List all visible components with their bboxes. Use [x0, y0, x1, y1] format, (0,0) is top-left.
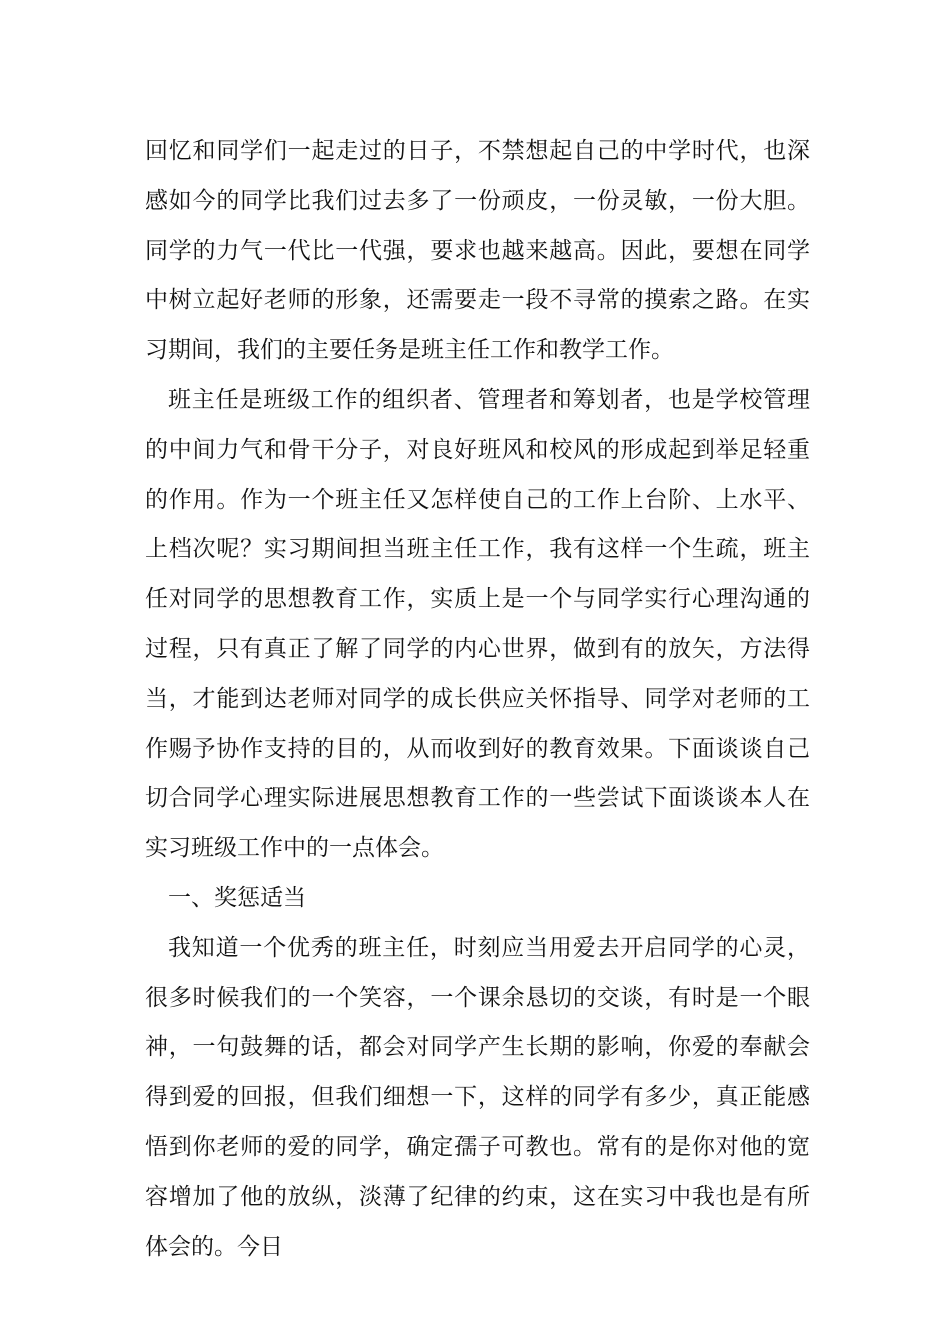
document-body	[145, 127, 810, 1272]
paragraph-reflection: 回忆和同学们一起走过的日子，不禁想起自己的中学时代，也深感如今的同学比我们过去多了一份顽皮，一份灵敏，一份大胆。同学的力气一代比一代强，要求也越来越高。因此，要想在同学中树立起好老师的形象，还需要走一段不寻常的摸索之路。在实习期间，我们的主要任务是班主任工作和教学工作。	[145, 138, 810, 364]
paragraph-love-and-discipline: 我知道一个优秀的班主任，时刻应当用爱去开启同学的心灵，很多时候我们的一个笑容，一个课余恳切的交谈，有时是一个眼神，一句鼓舞的话，都会对同学产生长期的影响，你爱的奉献会得到爱的回报，但我们细想一下，这样的同学有多少，真正能感悟到你老师的爱的同学，确定孺子可教也。常有的是你对他的宽容增加了他的放纵，淡薄了纪律的约束，这在实习中我也是有所体会的。今日	[145, 934, 810, 1260]
section-heading-rewards-punishments: 一、奖惩适当	[168, 884, 306, 911]
paragraph-head-teacher-role: 班主任是班级工作的组织者、管理者和筹划者，也是学校管理的中间力气和骨干分子，对良好班风和校风的形成起到举足轻重的作用。作为一个班主任又怎样使自己的工作上台阶、上水平、上档次呢？实习期间担当班主任工作，我有这样一个生疏，班主任对同学的思想教育工作，实质上是一个与同学实行心理沟通的过程，只有真正了解了同学的内心世界，做到有的放矢，方法得当，才能到达老师对同学的成长供应关怀指导、同学对老师的工作赐予协作支持的目的，从而收到好的教育效果。下面谈谈自己切合同学心理实际进展思想教育工作的一些尝试下面谈谈本人在实习班级工作中的一点体会。	[145, 386, 810, 862]
